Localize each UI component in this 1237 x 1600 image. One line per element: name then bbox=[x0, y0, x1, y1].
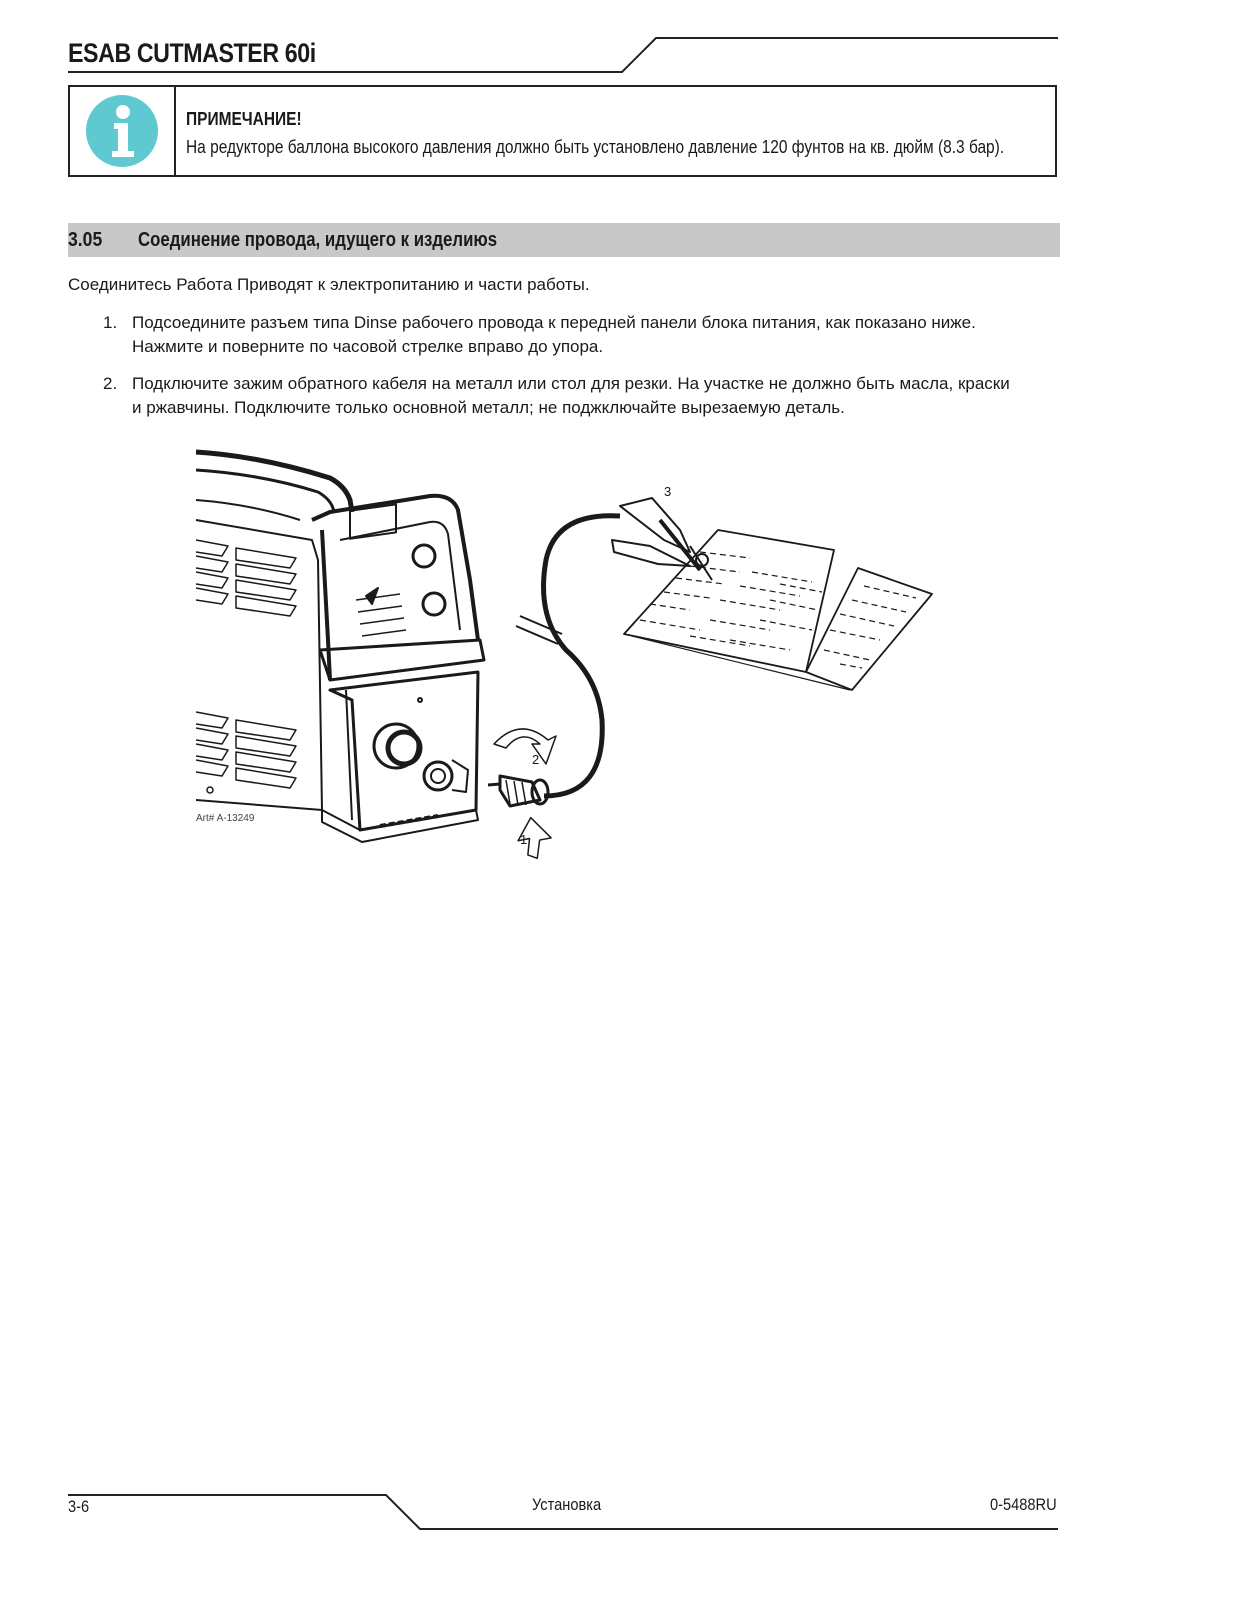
section-number: 3.05 bbox=[68, 229, 103, 251]
intro-paragraph: Соединитесь Работа Приводят к электропитанию и части работы. bbox=[68, 275, 590, 294]
header-title: ESAB CUTMASTER 60i bbox=[68, 38, 316, 68]
callout-2: 2 bbox=[532, 752, 540, 767]
footer-page-number: 3-6 bbox=[68, 1497, 90, 1516]
cable-break-mark bbox=[516, 616, 562, 644]
callout-1: 1 bbox=[520, 832, 528, 847]
power-supply-illustration bbox=[196, 452, 484, 842]
step-number: 2. bbox=[103, 374, 118, 393]
step-line: Подсоедините разъем типа Dinse рабочего провода к передней панели блока питания, как показано ниже. bbox=[132, 313, 976, 332]
section-title: Соединение провода, идущего к изделиюs bbox=[138, 229, 498, 251]
work-cable bbox=[544, 516, 621, 796]
step-line: и ржавчины. Подключите только основной металл; не поджключайте вырезаемую деталь. bbox=[132, 398, 845, 417]
art-number: Art# A-13249 bbox=[196, 813, 255, 824]
workpiece-illustration bbox=[624, 530, 932, 690]
callout-3: 3 bbox=[664, 484, 672, 499]
note-title: ПРИМЕЧАНИЕ! bbox=[186, 109, 302, 129]
work-clamp-illustration bbox=[612, 498, 712, 580]
note-text: На редукторе баллона высокого давления должно быть установлено давление 120 фунтов на кв. дюйм (8.3 бар). bbox=[186, 137, 1005, 157]
footer-doc-number: 0-5488RU bbox=[990, 1495, 1057, 1514]
footer-section-name: Установка bbox=[532, 1495, 602, 1514]
step-line: Подключите зажим обратного кабеля на металл или стол для резки. На участке не должно быть масла, краски bbox=[132, 374, 1010, 393]
step-line: Нажмите и поверните по часовой стрелке вправо до упора. bbox=[132, 337, 604, 356]
step-number: 1. bbox=[103, 313, 118, 332]
